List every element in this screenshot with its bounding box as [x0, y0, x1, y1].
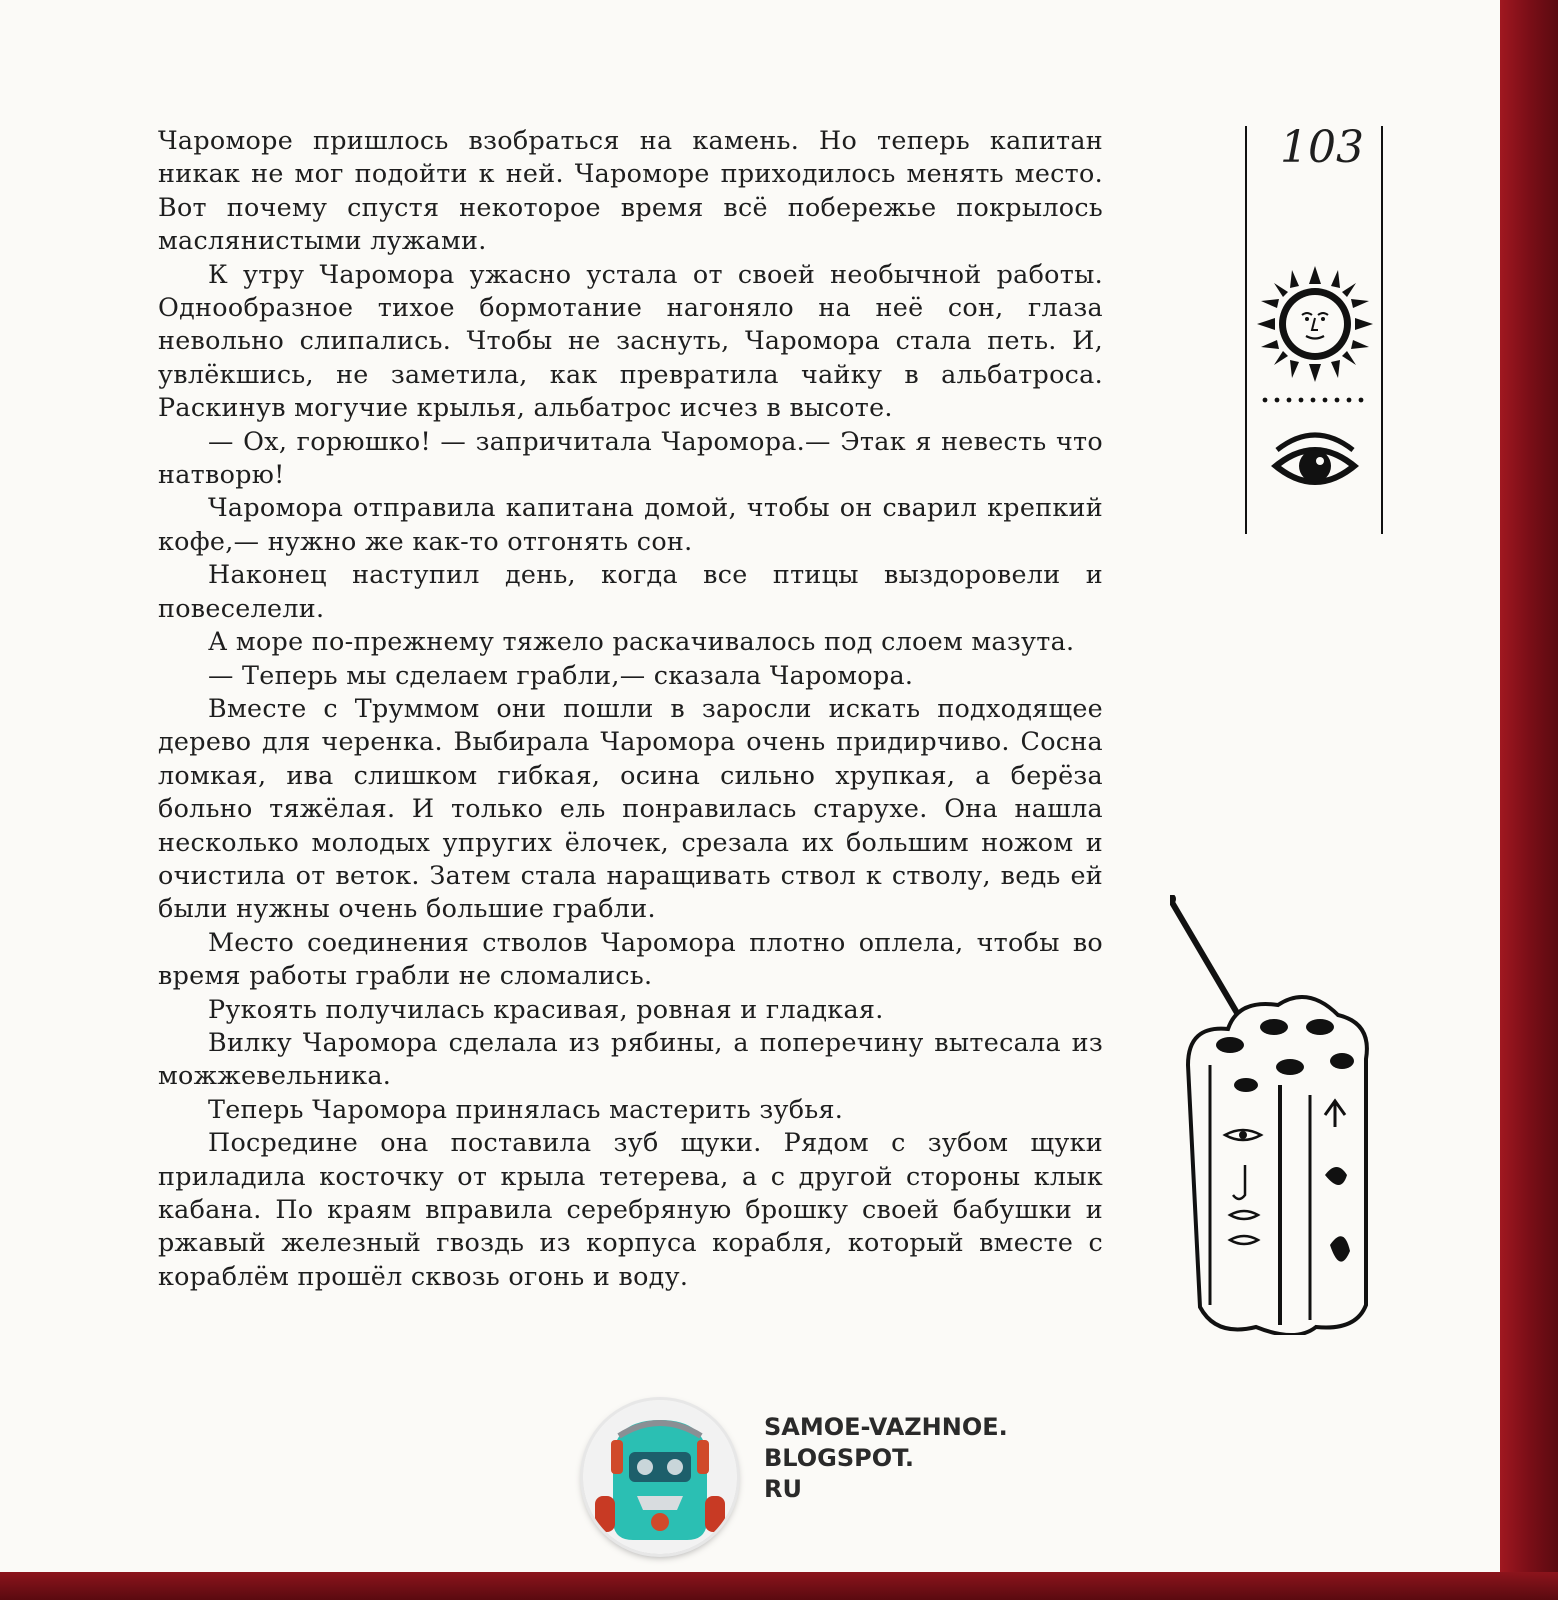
watermark-line-1: SAMOE-VAZHNOE.: [764, 1413, 1008, 1441]
paragraph-4: Чаромора отправила капитана домой, чтобы он сварил крепкий кофе,— нужно же как-то отгонять сон.: [158, 492, 1103, 556]
paragraph-10: Рукоять получилась красивая, ровная и гладкая.: [208, 993, 884, 1024]
paragraph-5: Наконец наступил день, когда все птицы выздоровели и повеселели.: [158, 559, 1103, 623]
sun-face-icon: [1257, 266, 1373, 382]
paragraph-8: Вместе с Труммом они пошли в заросли искать подходящее дерево для черенка. Выбирала Чаромора очень придирчиво. Сосна ломкая, ива слишком гибкая, осина сильно хрупкая, а берёза больно тяжёлая. И только ель понравилась старухе. Она нашла несколько молодых упругих ёлочек, срезала их большим ножом и очистила от веток. Затем стала наращивать ствол к стволу, ведь ей были нужны очень большие грабли.: [158, 692, 1103, 924]
column-rule-right: [1381, 126, 1383, 534]
paragraph-3: — Ох, горюшко! — запричитала Чаромора.— Этак я невесть что натворю!: [158, 425, 1103, 490]
paragraph-9: Место соединения стволов Чаромора плотно оплела, чтобы во время работы грабли не сломались.: [158, 926, 1103, 991]
paragraph-13: Посредине она поставила зуб щуки. Рядом с зубом щуки приладила косточку от крыла тетерева, а с другой стороны клык кабана. По краям вправила серебряную брошку своей бабушки и ржавый железный гвоздь из корпуса корабля, который вместе с кораблём прошёл сквозь огонь и воду.: [158, 1127, 1103, 1291]
robot-avatar: [583, 1400, 737, 1554]
totem-illustration: [1170, 895, 1380, 1335]
eye-icon: [1267, 426, 1363, 506]
watermark-text: [764, 1412, 1024, 1505]
watermark-line-2: BLOGSPOT.: [764, 1444, 914, 1472]
paragraph-12: Теперь Чаромора принялась мастерить зубья.: [208, 1093, 844, 1124]
book-cover-bottom: [0, 1572, 1558, 1600]
paragraph-7: — Теперь мы сделаем грабли,— сказала Чаромора.: [208, 659, 914, 690]
paragraph-1: Чароморе пришлось взобраться на камень. Но теперь капитан никак не мог подойти к ней. Чароморе приходилось менять место. Вот почему спустя некоторое время всё побережье покрылось маслянистыми лужами.: [158, 125, 1103, 256]
paragraph-6: А море по-прежнему тяжело раскачивалось под слоем мазута.: [208, 626, 1075, 657]
book-cover-edge: [1500, 0, 1558, 1600]
page-number: 103: [1280, 122, 1364, 173]
paragraph-2: К утру Чароморa ужасно устала от своей необычной работы. Однообразное тихое бормотание нагоняло на неё сон, глаза невольно слипались. Чтобы не заснуть, Чаромора стала петь. И, увлёкшись, не заметила, как превратила чайку в альбатроса. Раскинув могучие крылья, альбатрос исчез в высоте.: [158, 258, 1103, 423]
watermark-line-3: RU: [764, 1475, 802, 1503]
column-rule-left: [1245, 126, 1247, 534]
decorative-column: [1245, 126, 1385, 534]
story-text: [158, 124, 1103, 1293]
paragraph-11: Вилку Чаромора сделала из рябины, а поперечину вытесала из можжевельника.: [158, 1026, 1103, 1091]
dotted-divider: [1259, 394, 1371, 406]
